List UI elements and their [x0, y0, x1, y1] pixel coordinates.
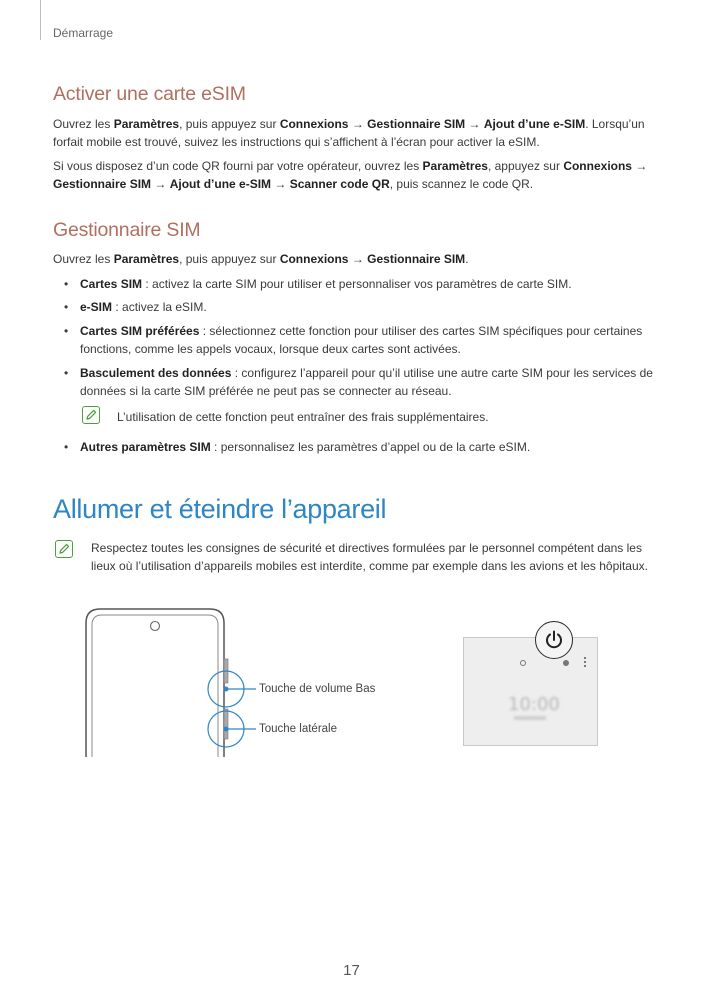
gear-icon [563, 660, 569, 666]
heading-power-on-off: Allumer et éteindre l’appareil [53, 494, 387, 524]
power-icon [543, 629, 565, 651]
power-button[interactable] [535, 621, 573, 659]
running-header: Démarrage [53, 26, 114, 40]
list-item-sim-cards: • Cartes SIM : activez la carte SIM pour utiliser et personnaliser vos paramètres de carte SIM. [64, 277, 572, 291]
more-options-icon [584, 657, 586, 667]
heading-activate-esim: Activer une carte eSIM [53, 83, 246, 105]
label-volume-down-key: Touche de volume Bas [259, 683, 376, 695]
pencil-note-icon [55, 540, 73, 558]
heading-sim-manager: Gestionnaire SIM [53, 219, 201, 241]
paragraph-sim-manager-intro: Ouvrez les Paramètres, puis appuyez sur Connexions → Gestionnaire SIM. [53, 252, 469, 266]
blurred-clock: 10:00 [508, 694, 560, 715]
paragraph-esim-qr: Si vous disposez d’un code QR fourni par votre opérateur, ouvrez les Paramètres, appuyez sur Connexions → Gestionnaire SIM → Ajout d’une e-SIM → Scanner code QR, puis scannez le code QR. [53, 159, 648, 191]
pencil-note-icon [82, 406, 100, 424]
label-side-key: Touche latérale [259, 723, 337, 735]
list-item-data-switching: • Basculement des données : configurez l’appareil pour qu’il utilise une autre carte SIM pour les services de données si la carte SIM préférée ne peut pas se connecter au réseau. [64, 366, 653, 398]
note-text-safety: Respectez toutes les consignes de sécurité et directives formulées par le personnel compétent dans les lieux où l’utilisation d’appareils mobiles est interdite, comme par exemple dans les avions et les hôpitaux. [91, 541, 648, 573]
page-number: 17 [343, 962, 360, 979]
list-item-other-sim-settings: • Autres paramètres SIM : personnalisez les paramètres d’appel ou de la carte eSIM. [64, 440, 531, 454]
note-text-charges: L’utilisation de cette fonction peut entraîner des frais supplémentaires. [117, 410, 489, 424]
search-icon [520, 660, 526, 666]
paragraph-esim-steps: Ouvrez les Paramètres, puis appuyez sur Connexions → Gestionnaire SIM → Ajout d’une e-SIM. Lorsqu’un forfait mobile est trouvé, suivez les instructions qui s’affichent à l’écran pour activer la eSIM. [53, 117, 645, 149]
list-item-preferred-sim: • Cartes SIM préférées : sélectionnez cette fonction pour utiliser des cartes SIM spécifiques pour certaines fonctions, comme les appels vocaux, lorsque deux cartes sont activées. [64, 324, 643, 356]
page-margin-rule [40, 0, 41, 40]
power-menu-screen-preview [463, 637, 598, 746]
list-item-esim: • e-SIM : activez la eSIM. [64, 300, 207, 314]
blurred-date [514, 716, 546, 720]
